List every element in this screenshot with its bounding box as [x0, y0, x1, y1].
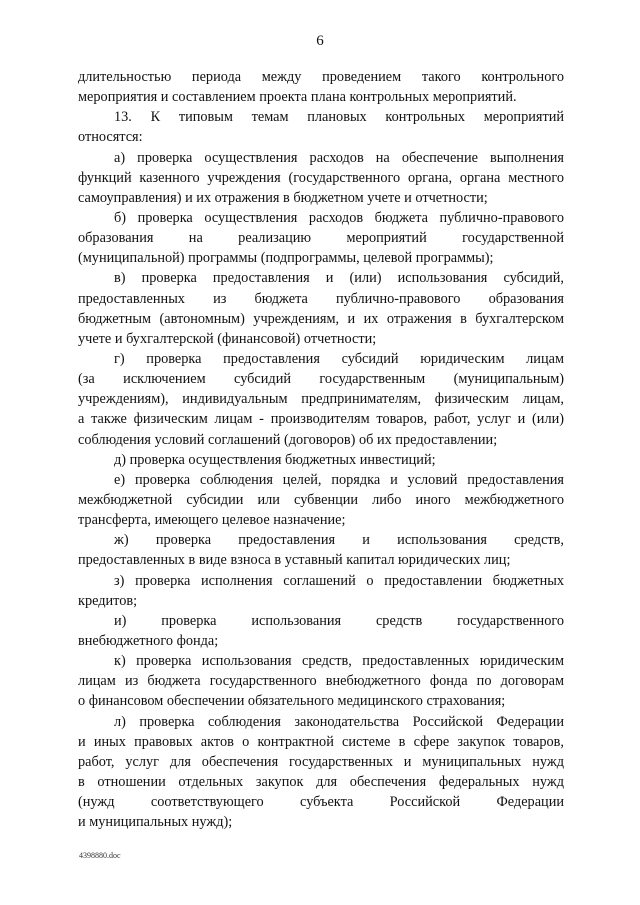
text-line: кредитов; — [78, 592, 138, 609]
text-line: предоставленных из бюджета публично-правового образования — [78, 290, 564, 307]
text-line: (муниципальной) программы (подпрограммы, целевой программы); — [78, 250, 494, 267]
text-line: и иных правовых актов о контрактной системе в сфере закупок товаров, — [78, 733, 564, 750]
text-line: д) проверка осуществления бюджетных инвестиций; — [114, 451, 436, 468]
text-line: а также физическим лицам - производителям товаров, работ, услуг и (или) — [78, 411, 564, 428]
text-line: б) проверка осуществления расходов бюджета публично-правового — [114, 209, 564, 226]
text-line: в отношении отдельных закупок для обеспечения федеральных нужд — [78, 773, 564, 790]
text-line: мероприятия и составлением проекта плана контрольных мероприятий. — [78, 89, 517, 106]
text-line: л) проверка соблюдения законодательства Российской Федерации — [114, 713, 564, 730]
text-line: учреждениям), индивидуальным предпринимателям, физическим лицам, — [78, 391, 564, 408]
text-line: лицам из бюджета государственного внебюджетного фонда по договорам — [78, 673, 564, 690]
document-body — [78, 67, 564, 832]
text-line: относятся: — [78, 129, 143, 146]
text-line: длительностью периода между проведением такого контрольного — [78, 69, 564, 85]
text-line: (нужд соответствующего субъекта Российской Федерации — [78, 794, 564, 811]
text-line: бюджетным (автономным) учреждениям, и их отражения в бухгалтерском — [78, 310, 564, 327]
text-line: соблюдения условий соглашений (договоров) об их предоставлении; — [78, 431, 498, 448]
text-line: межбюджетной субсидии или субвенции либо иного межбюджетного — [78, 491, 564, 508]
text-line: самоуправления) и их отражения в бюджетном учете и отчетности; — [78, 189, 488, 206]
text-line: (за исключением субсидий государственным (муниципальным) — [78, 371, 564, 388]
text-line: г) проверка предоставления субсидий юридическим лицам — [114, 350, 564, 367]
text-line: трансферта, имеющего целевое назначение; — [78, 512, 346, 529]
footer-filename: 4398880.doc — [79, 851, 121, 860]
text-line: и муниципальных нужд); — [78, 814, 233, 831]
text-line: внебюджетного фонда; — [78, 632, 219, 649]
text-line: к) проверка использования средств, предоставленных юридическим — [114, 653, 564, 670]
text-line: о финансовом обеспечении обязательного медицинского страхования; — [78, 693, 506, 710]
text-line: работ, услуг для обеспечения государственных и муниципальных нужд — [78, 753, 564, 770]
text-line: а) проверка осуществления расходов на обеспечение выполнения — [114, 149, 564, 166]
text-line: з) проверка исполнения соглашений о предоставлении бюджетных — [114, 572, 564, 589]
text-line: учете и бухгалтерской (финансовой) отчетности; — [78, 330, 377, 347]
text-line: функций казенного учреждения (государственного органа, органа местного — [78, 169, 564, 186]
text-line: 13. К типовым темам плановых контрольных мероприятий — [114, 109, 564, 126]
page-number: 6 — [316, 33, 324, 49]
text-line: образования на реализацию мероприятий государственной — [78, 230, 564, 247]
text-line: предоставленных в виде взноса в уставный капитал юридических лиц; — [78, 552, 511, 569]
text-line: ж) проверка предоставления и использования средств, — [114, 532, 564, 549]
text-line: в) проверка предоставления и (или) использования субсидий, — [114, 270, 564, 287]
text-line: и) проверка использования средств государственного — [114, 612, 564, 629]
text-line: е) проверка соблюдения целей, порядка и условий предоставления — [114, 471, 564, 488]
